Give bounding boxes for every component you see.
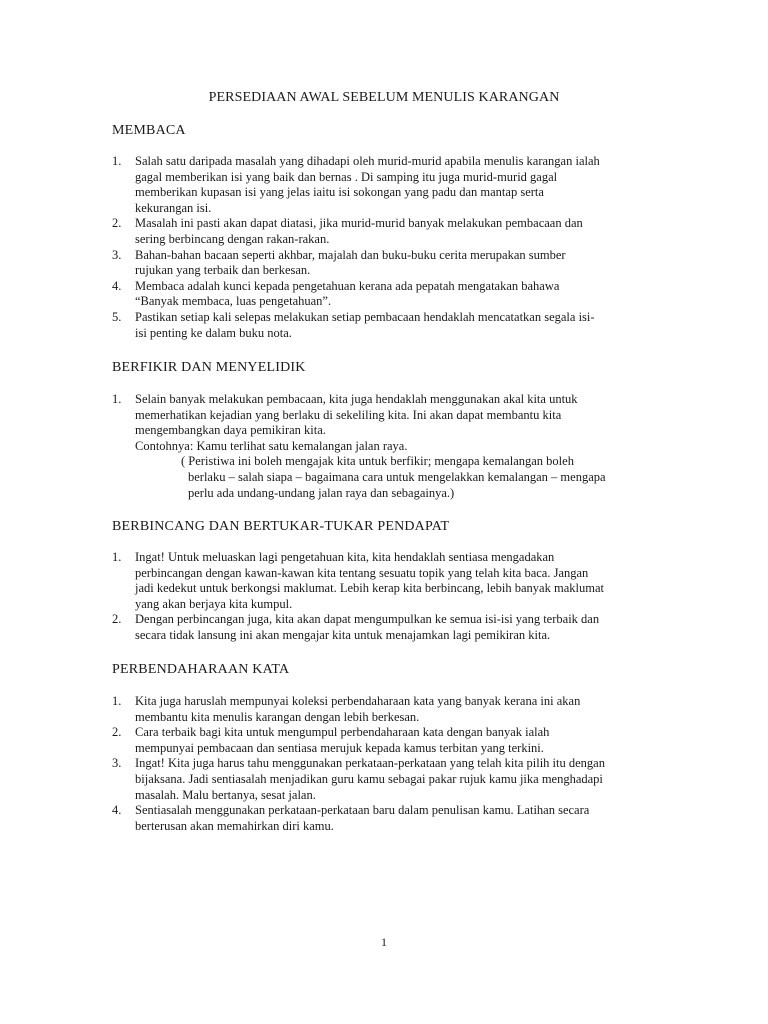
section-list-perbendaharaan bbox=[112, 694, 652, 834]
item-number: 1. bbox=[112, 550, 122, 564]
item-line: Ingat! Kita juga harus tahu menggunakan perkataan-perkataan yang telah kita pilih itu dengan bbox=[135, 756, 605, 771]
item-line: kekurangan isi. bbox=[135, 200, 212, 215]
item-line: Pastikan setiap kali selepas melakukan setiap pembacaan hendaklah mencatatkan segala isi- bbox=[135, 309, 595, 324]
item-line: isi penting ke dalam buku nota. bbox=[135, 325, 292, 340]
item-number: 3. bbox=[112, 756, 122, 771]
item-line: memerhatikan kejadian yang berlaku di sekeliling kita. Ini akan dapat membantu kita bbox=[135, 407, 562, 422]
item-line: Membaca adalah kunci kepada pengetahuan kerana ada pepatah mengatakan bahawa bbox=[135, 278, 560, 293]
section-list-berfikir bbox=[112, 392, 652, 501]
page-number: 1 bbox=[381, 935, 387, 949]
list-item bbox=[112, 756, 652, 803]
list-item bbox=[112, 154, 652, 216]
list-item bbox=[112, 248, 652, 279]
item-line: yang akan berjaya kita kumpul. bbox=[135, 596, 293, 611]
item-line: Selain banyak melakukan pembacaan, kita juga hendaklah menggunakan akal kita untuk bbox=[135, 392, 578, 406]
item-number: 1. bbox=[112, 694, 122, 708]
item-line: bijaksana. Jadi sentiasalah menjadikan guru kamu sebagai pakar rujuk kamu jika menghadapi bbox=[135, 771, 603, 786]
item-line: jadi kedekut untuk berkongsi maklumat. Lebih kerap kita berbincang, lebih banyak maklumat bbox=[135, 581, 604, 596]
item-number: 2. bbox=[112, 725, 122, 740]
item-line: Sentiasalah menggunakan perkataan-perkataan baru dalam penulisan kamu. Latihan secara bbox=[135, 803, 590, 818]
list-item bbox=[112, 550, 652, 612]
item-line: secara tidak lansung ini akan mengajar kita untuk menajamkan lagi pemikiran kita. bbox=[135, 627, 551, 642]
item-number: 1. bbox=[112, 154, 122, 168]
list-item bbox=[112, 310, 652, 341]
item-line: masalah. Malu bertanya, sesat jalan. bbox=[135, 787, 316, 802]
item-line: Salah satu daripada masalah yang dihadapi oleh murid-murid apabila menulis karangan ialah bbox=[135, 154, 600, 168]
item-number: 5. bbox=[112, 309, 122, 324]
list-item bbox=[112, 392, 652, 439]
list-item bbox=[112, 612, 652, 643]
list-item bbox=[112, 803, 652, 834]
list-item bbox=[112, 725, 652, 756]
item-number: 3. bbox=[112, 247, 122, 262]
example-block bbox=[112, 439, 652, 501]
item-line: membantu kita menulis karangan dengan lebih berkesan. bbox=[135, 709, 420, 724]
item-line: gagal memberikan isi yang baik dan bernas . Di samping itu juga murid-murid gagal bbox=[135, 169, 558, 184]
document-title: PERSEDIAAN AWAL SEBELUM MENULIS KARANGAN bbox=[208, 90, 560, 105]
item-line: Cara terbaik bagi kita untuk mengumpul perbendaharaan kata dengan banyak ialah bbox=[135, 725, 550, 740]
item-line: memberikan kupasan isi yang jelas iaitu isi sokongan yang padu dan mantap serta bbox=[135, 185, 544, 200]
list-item bbox=[112, 216, 652, 247]
item-number: 4. bbox=[112, 278, 122, 293]
example-line: ( Peristiwa ini boleh mengajak kita untuk berfikir; mengapa kemalangan boleh bbox=[181, 454, 574, 469]
item-number: 1. bbox=[112, 392, 122, 406]
item-line: berterusan akan memahirkan diri kamu. bbox=[135, 818, 334, 833]
item-number: 2. bbox=[112, 216, 122, 231]
item-number: 4. bbox=[112, 803, 122, 818]
example-label-line: Contohnya: Kamu terlihat satu kemalangan jalan raya. bbox=[135, 438, 408, 453]
section-heading-berfikir: BERFIKIR DAN MENYELIDIK bbox=[112, 360, 306, 375]
section-heading-berbincang: BERBINCANG DAN BERTUKAR-TUKAR PENDAPAT bbox=[112, 519, 450, 534]
item-line: mempunyai pembacaan dan sentiasa merujuk kepada kamus terbitan yang terkini. bbox=[135, 740, 544, 755]
list-item bbox=[112, 279, 652, 310]
example-line: berlaku – salah siapa – bagaimana cara untuk mengelakkan kemalangan – mengapa bbox=[188, 469, 606, 484]
item-line: Dengan perbincangan juga, kita akan dapat mengumpulkan ke semua isi-isi yang terbaik dan bbox=[135, 612, 600, 627]
item-number: 2. bbox=[112, 612, 122, 627]
section-list-membaca bbox=[112, 154, 652, 341]
list-item bbox=[112, 694, 652, 725]
item-line: Bahan-bahan bacaan seperti akhbar, majalah dan buku-buku cerita merupakan sumber bbox=[135, 247, 566, 262]
section-heading-membaca: MEMBACA bbox=[112, 123, 186, 138]
item-line: Ingat! Untuk meluaskan lagi pengetahuan kita, kita hendaklah sentiasa mengadakan bbox=[135, 550, 555, 564]
item-line: rujukan yang terbaik dan berkesan. bbox=[135, 263, 311, 278]
item-line: perbincangan dengan kawan-kawan kita tentang sesuatu topik yang telah kita baca. Jangan bbox=[135, 565, 589, 580]
example-line: perlu ada undang-undang jalan raya dan sebagainya.) bbox=[188, 485, 455, 500]
item-line: “Banyak membaca, luas pengetahuan”. bbox=[135, 294, 332, 309]
item-line: Kita juga haruslah mempunyai koleksi perbendaharaan kata yang banyak kerana ini akan bbox=[135, 694, 581, 708]
item-line: Masalah ini pasti akan dapat diatasi, jika murid-murid banyak melakukan pembacaan dan bbox=[135, 216, 583, 231]
item-line: mengembangkan daya pemikiran kita. bbox=[135, 423, 326, 438]
section-list-berbincang bbox=[112, 550, 652, 644]
item-line: sering berbincang dengan rakan-rakan. bbox=[135, 231, 330, 246]
section-heading-perbendaharaan: PERBENDAHARAAN KATA bbox=[112, 662, 290, 677]
